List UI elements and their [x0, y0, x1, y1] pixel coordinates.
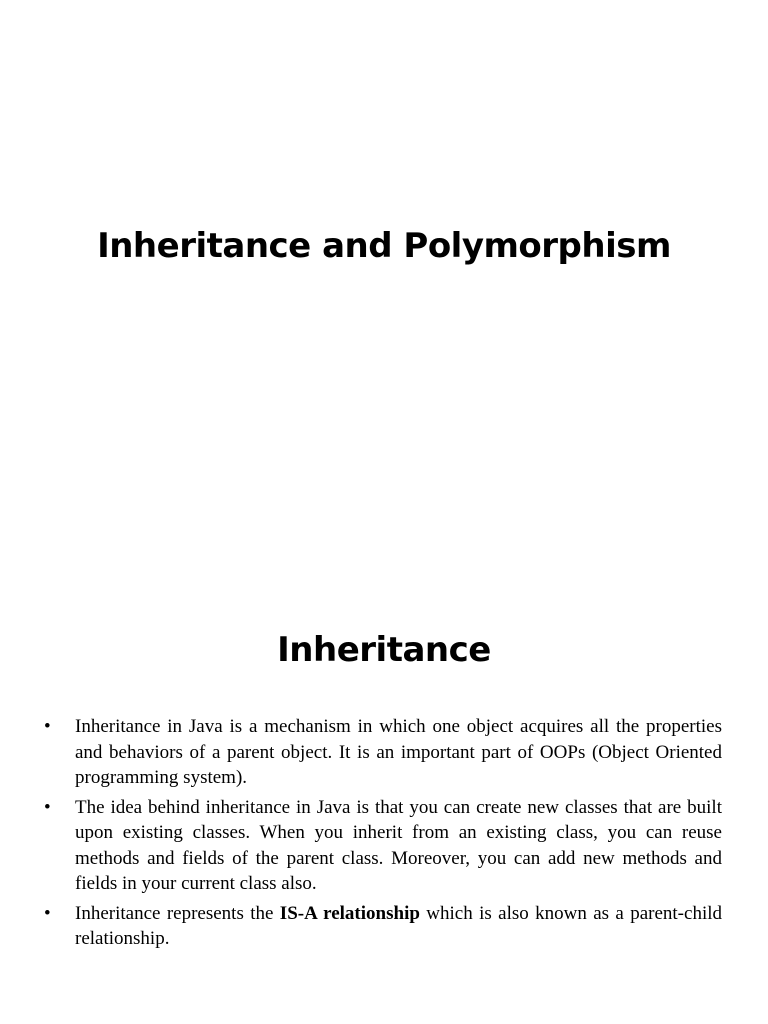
slide-title: Inheritance and Polymorphism — [97, 226, 671, 266]
bullet-text: The idea behind inheritance in Java is that you can create new classes that are built upon existing classes. When you inherit from an existing class, you can reuse methods and fields of the parent class. Moreover, you can add new methods and fields in your current class also. — [75, 796, 722, 894]
bullet-text-bold: IS-A relationship — [279, 902, 420, 924]
bullet-list — [44, 714, 722, 956]
bullet-item — [44, 901, 722, 952]
bullet-item — [44, 795, 722, 897]
bullet-item — [44, 714, 722, 791]
section-heading: Inheritance — [277, 630, 491, 670]
bullet-dot-icon: • — [44, 716, 51, 737]
bullet-dot-icon: • — [44, 796, 51, 818]
bullet-dot-icon: • — [44, 902, 51, 924]
bullet-text — [75, 903, 722, 950]
bullet-text-after: which is also known as a parent-child relationship. — [75, 902, 723, 949]
bullet-text: Inheritance in Java is a mechanism in which one object acquires all the properties and behaviors of a parent object. It is an important part of OOPs (Object Oriented programming system). — [75, 716, 722, 788]
bullet-text-before: Inheritance represents the — [75, 902, 280, 924]
